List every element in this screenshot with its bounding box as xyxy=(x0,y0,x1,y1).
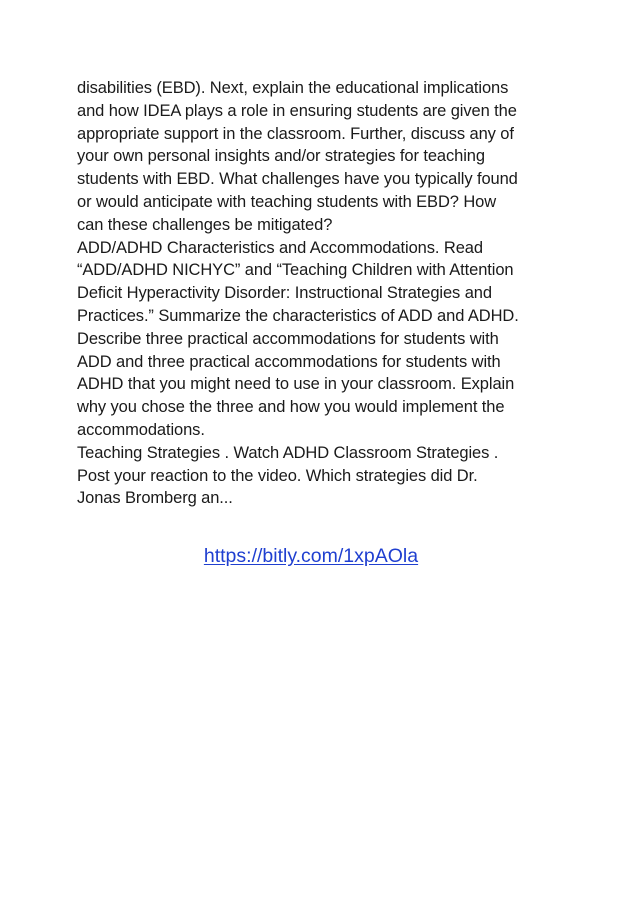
text-line: Jonas Bromberg an... xyxy=(77,489,233,508)
text-line: disabilities (EBD). Next, explain the educational implications xyxy=(77,79,509,97)
text-line: accommodations. xyxy=(77,420,205,439)
text-line: Practices.” Summarize the characteristics of ADD and ADHD. xyxy=(77,306,519,325)
text-line: “ADD/ADHD NICHYC” and “Teaching Children with Attention xyxy=(77,261,514,280)
bitly-link[interactable]: https://bitly.com/1xpAOla xyxy=(203,545,419,567)
text-line: appropriate support in the classroom. Further, discuss any of xyxy=(77,124,514,143)
text-line: why you chose the three and how you would implement the xyxy=(77,398,505,417)
document-body-text xyxy=(77,77,567,510)
text-line: Describe three practical accommodations for students with xyxy=(77,329,499,348)
text-line: your own personal insights and/or strategies for teaching xyxy=(77,147,485,166)
text-line: or would anticipate with teaching students with EBD? How xyxy=(77,192,497,211)
text-line: students with EBD. What challenges have you typically found xyxy=(77,170,518,189)
text-line: ADD/ADHD Characteristics and Accommodations. Read xyxy=(77,238,483,257)
text-line: Deficit Hyperactivity Disorder: Instructional Strategies and xyxy=(77,284,492,303)
text-line: ADD and three practical accommodations for students with xyxy=(77,352,501,371)
text-line: and how IDEA plays a role in ensuring students are given the xyxy=(77,101,517,120)
text-line: can these challenges be mitigated? xyxy=(77,215,333,234)
link-row xyxy=(0,543,638,569)
text-line: Post your reaction to the video. Which strategies did Dr. xyxy=(77,466,478,485)
text-line: ADHD that you might need to use in your classroom. Explain xyxy=(77,375,515,394)
text-line: Teaching Strategies . Watch ADHD Classroom Strategies . xyxy=(77,443,499,462)
